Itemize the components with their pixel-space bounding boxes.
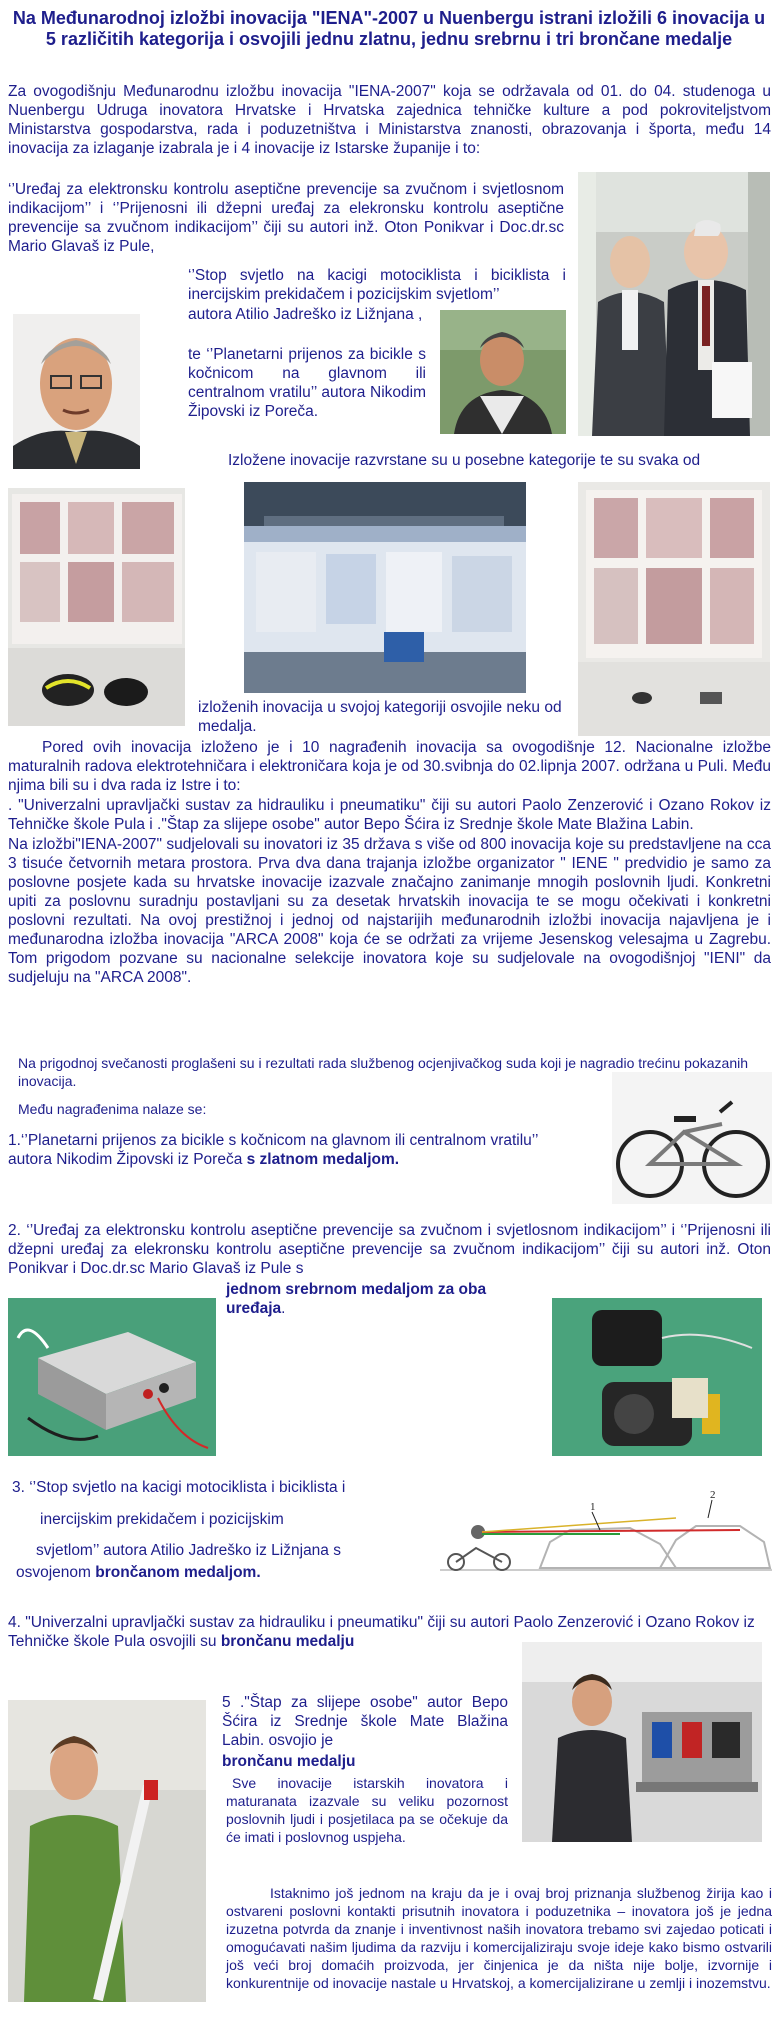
photo-man-outdoors <box>440 310 566 434</box>
award-4-medal: brončanu medalju <box>220 1633 355 1650</box>
award-3-line-1: 3. ‘’Stop svjetlo na kacigi motociklista i biciklista i <box>12 1479 346 1496</box>
photo-exhibit-stand-device <box>578 482 770 736</box>
paragraph-awarded-list: Među nagrađenima nalaze se: <box>18 1101 207 1117</box>
award-5 <box>222 1693 508 1750</box>
photo-exhibit-stand-helmets <box>8 488 185 726</box>
photo-control-device <box>8 1298 216 1456</box>
page-title: Na Međunarodnoj izložbi inovacija "IENA"-2007 u Nuenbergu istrani izložili 6 inovacija u 5 različitih kategorija i osvojili jednu zlatnu, jednu srebrnu i tri brončane medalje <box>12 8 766 49</box>
paragraph-ceremony: Na prigodnoj svečanosti proglašeni su i rezultati rada službenog ocjenjivačkog suda koji je nagradio trećinu pokazanih inovacija. <box>18 1055 748 1089</box>
award-5-medal-line <box>222 1752 508 1771</box>
diagram-label-1: 1 <box>590 1501 596 1513</box>
award-2-end: . <box>281 1300 286 1317</box>
diagram-helmet-light <box>440 1488 772 1576</box>
award-5-medal: brončanu medalju <box>222 1753 356 1770</box>
intro-paragraph: Za ovogodišnju Međunarodnu izložbu inovacija "IENA-2007" koja se održavala od 01. do 04. studenoga u Nuenbergu Udruga inovatora Hrvatske i Hrvatska zajednica tehničke kulture a pod pokroviteljstvom Ministarstva gospodarstva, rada i poduzetništva i Ministarstva znanosti, obrazovanja i športa, među 14 inovacija za izlaganje izabrala je i 4 inovacije iz Istarske županije i to: <box>8 83 771 157</box>
paragraph-istria-works: . "Univerzalni upravljački sustav za hidrauliku i pneumatiku" čiji su autori Paolo Zenzerović i Ozano Rokov iz Tehničke škole Pula i ."Štap za slijepe osobe" autor Bepo Šćira iz Srednje škole Mate Blažina Labin. <box>8 797 771 833</box>
photo-student-control-system <box>522 1642 762 1842</box>
paragraph-iena-participation: Na izložbi"IENA-2007" sudjelovali su inovatori iz 35 država s više od 800 inovacija koje su predstavljene na cca 3 tisuće četvornih metara prostora. Prva dva dana trajanja izložbe organizator " IENE " predvidio je samo za poslovne posjete kada su hrvatske inovacije izazvale značajno zanimanje mnogih poslovnih ljudi. Konkretni upiti za poslovnu suradnju postavljani su za desetak hrvatskih inovacija te se mogu očekivati i konkretni poslovni rezultati. Na ovoj prestižnoj i jednoj od najstarijih međunarodnih izložbi inovacija najavljena je i međunarodna izložba inovacija "ARCA 2008" koja će se održati za vrijeme Jesenskog velesajma u Zagrebu. Tom prigodom pozvane su nacionalne selekcije inovatora koje su sudjelovale na ovogodišnjoj "IENI" da sudjeluju na "ARCA 2008". <box>8 836 771 986</box>
award-3-line-4 <box>16 1563 436 1582</box>
item-a-text: ‘’Uređaj za elektronsku kontrolu aseptične prevencije sa zvučnom i svjetlosnom indikacijom’’ i ‘’Prijenosni ili džepni uređaj za elekronsku kontrolu aseptične prevencije sa zvučnom indikacijom’’ čiji su autori inž. Oton Ponikvar i Doc.dr.sc Mario Glavaš iz Pule, <box>8 181 564 255</box>
photo-two-men <box>578 172 770 436</box>
award-2 <box>8 1221 771 1278</box>
photo-pocket-device <box>552 1298 762 1456</box>
photo-exhibition-hall <box>244 482 526 693</box>
photo-portrait-man-glasses <box>13 314 140 469</box>
award-1-text: 1.‘’Planetarni prijenos za bicikle s kočnicom na glavnom ili centralnom vratilu’’ autora Nikodim Žipovski iz Poreča <box>8 1132 538 1168</box>
award-4-text: 4. "Univerzalni upravljački sustav za hidrauliku i pneumatiku" čiji su autori Paolo Zenzerović i Ozano Rokov iz Tehničke škole Pula osvojili su <box>8 1614 755 1650</box>
award-3-line-2: inercijskim prekidačem i pozicijskim <box>40 1511 284 1528</box>
award-3-medal: brončanom medaljom. <box>95 1564 261 1581</box>
categories-text-b: izloženih inovacija u svojoj kategoriji osvojile neku od medalja. <box>198 699 562 735</box>
award-1 <box>8 1131 568 1169</box>
award-2-text: 2. ‘’Uređaj za elektronsku kontrolu aseptične prevencije sa zvučnom i svjetlosnom indikacijom’’ i ‘’Prijenosni ili džepni uređaj za elekronsku kontrolu aseptične prevencije sa zvučnom indikacijom’’ čiji su autori inž. Oton Ponikvar i Doc.dr.sc Mario Glavaš iz Pule s <box>8 1222 771 1277</box>
paragraph-attention: Sve inovacije istarskih inovatora i maturanata izazvale su veliku pozornost poslovnih ljudi i posjetilaca pa se očekuje da će imati i poslovnog uspjeha. <box>226 1775 508 1845</box>
diagram-label-2: 2 <box>710 1489 716 1501</box>
item-b-author: autora Atilio Jadreško iz Ližnjana , <box>188 306 423 323</box>
photo-student-cane <box>8 1700 206 2002</box>
award-2-medal: jednom srebrnom medaljom za oba uređaja <box>226 1281 487 1317</box>
item-b-title: ‘’Stop svjetlo na kacigi motociklista i biciklista i inercijskim prekidačem i pozicijskim svjetlom’’ <box>188 267 566 303</box>
award-1-medal: s zlatnom medaljom. <box>246 1151 400 1168</box>
paragraph-exhibited-awards: Pored ovih inovacija izloženo je i 10 nagrađenih inovacija sa ovogodišnje 12. Nacionalne izložbe maturalnih radova elektrotehničara i elektroničara koja je od 30.svibnja do 02.lipnja 2007. održana u Puli. Među njima bili su i dva rada iz Istre i to: <box>8 739 771 794</box>
award-3-text: osvojenom <box>16 1564 91 1581</box>
award-3-line-3: svjetlom’’ autora Atilio Jadreško iz Ližnjana s <box>36 1542 341 1559</box>
award-2-medal-line <box>226 1280 526 1318</box>
paragraph-closing: Istaknimo još jednom na kraju da je i ovaj broj priznanja službenog žirija kao i ostvareni poslovni kontakti prisutnih inovatora i poduzetnika – inovatora još je jedna izuzetna potvrda da znanje i inventivnost naših inovatora trebamo svi zajedao poticati i omogućavati našim ljudima da razviju i komercijaliziraju svoje ideje kako bismo ostvarili još veći broj domaćih proizvoda, jer činjenica je da ništa nije bolje, izvornije i konkurentnije od inovacije nastale u Hrvatskoj, a komercijalizirane u zemlji i inozemstvu. <box>226 1885 772 1991</box>
categories-text-a: Izložene inovacije razvrstane su u posebne kategorije te su svaka od <box>228 452 701 469</box>
photo-bicycle <box>612 1072 772 1204</box>
award-5-text: 5 ."Štap za slijepe osobe" autor Bepo Šćira iz Srednje škole Mate Blažina Labin. osvojio je <box>222 1694 508 1749</box>
item-c-text: te ‘’Planetarni prijenos za bicikle s kočnicom na glavnom ili centralnom vratilu’’ autora Nikodim Žipovski iz Poreča. <box>188 346 426 420</box>
